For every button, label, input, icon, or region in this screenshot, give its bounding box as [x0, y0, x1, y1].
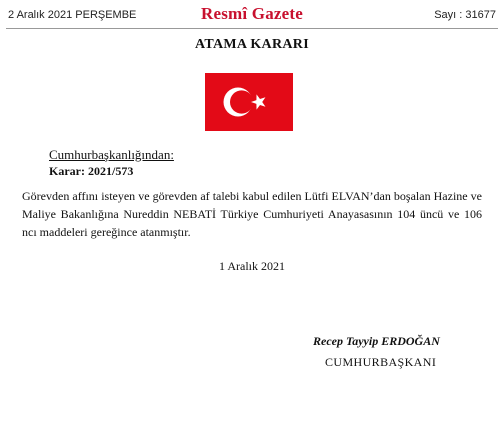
signatory-title: CUMHURBAŞKANI	[325, 355, 437, 369]
decision-body: Görevden affını isteyen ve görevden af talebi kabul edilen Lütfi ELVAN’dan boşalan Hazine ve Maliye Bakanlığına Nureddin NEBATİ Türkiye Cumhuriyeti Anayasasının 104 üncü ve 106 ncı maddeleri gereğince atanmıştır.	[22, 189, 482, 239]
turkish-flag-icon	[205, 73, 293, 131]
issue-date: 2 Aralık 2021 PERŞEMBE	[8, 9, 137, 21]
issuing-authority: Cumhurbaşkanlığından:	[49, 147, 174, 162]
decision-date: 1 Aralık 2021	[219, 259, 285, 273]
document-title: ATAMA KARARI	[195, 37, 309, 52]
gazette-header	[0, 0, 504, 29]
signatory-name: Recep Tayyip ERDOĞAN	[313, 334, 440, 348]
gazette-name: Resmî Gazete	[201, 4, 303, 23]
decision-number: Karar: 2021/573	[49, 164, 134, 178]
flag-crescent-inner	[230, 90, 253, 113]
header-divider	[6, 28, 498, 29]
issue-number: Sayı : 31677	[434, 9, 496, 21]
